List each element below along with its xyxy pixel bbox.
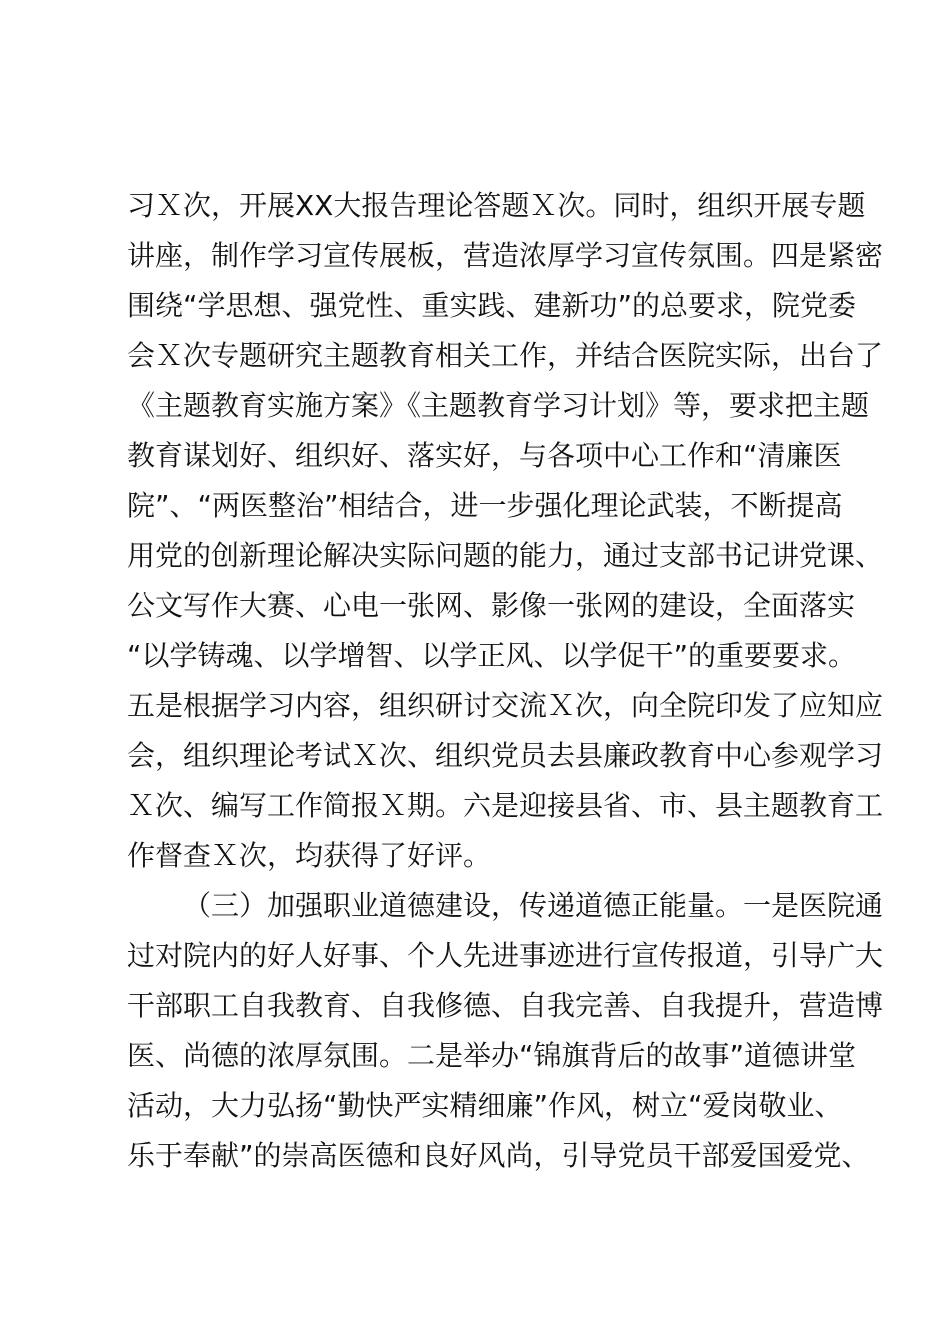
paragraph-line: 用党的创新理论解决实际问题的能力，通过支部书记讲党课、 — [127, 539, 884, 572]
paragraph-line: 活动，大力弘扬“勤快严实精细廉”作风，树立“爱岗敬业、 — [127, 1089, 843, 1122]
paragraph-line: 讲座，制作学习宣传展板，营造浓厚学习宣传氛围。四是紧密 — [127, 239, 884, 272]
paragraph-line: 医、尚德的浓厚氛围。二是举办“锦旗背后的故事”道德讲堂 — [127, 1039, 857, 1072]
paragraph-line: 作督查Ｘ次，均获得了好评。 — [127, 839, 492, 872]
paragraph-line: 院”、“两医整治”相结合，进一步强化理论武装，不断提高 — [127, 489, 843, 522]
paragraph-line: 习Ｘ次，开展XX大报告理论答题Ｘ次。同时，组织开展专题 — [127, 189, 866, 222]
section-heading-line: （三）加强职业道德建设，传递道德正能量。一是医院通 — [183, 889, 884, 922]
paragraph-line: 干部职工自我教育、自我修德、自我完善、自我提升，营造博 — [127, 989, 884, 1022]
paragraph-line: 五是根据学习内容，组织研讨交流Ｘ次，向全院印发了应知应 — [127, 689, 884, 722]
paragraph-line: 会，组织理论考试Ｘ次、组织党员去县廉政教育中心参观学习 — [127, 739, 884, 772]
paragraph-line: Ｘ次、编写工作简报Ｘ期。六是迎接县省、市、县主题教育工 — [127, 789, 884, 822]
paragraph-line: 乐于奉献”的崇高医德和良好风尚，引导党员干部爱国爱党、 — [127, 1139, 870, 1172]
paragraph-line: 围绕“学思想、强党性、重实践、建新功”的总要求，院党委 — [127, 289, 857, 322]
paragraph-line: 《主题教育实施方案》《主题教育学习计划》等，要求把主题 — [127, 389, 870, 422]
paragraph-line: “以学铸魂、以学增智、以学正风、以学促干”的重要要求。 — [127, 639, 857, 672]
paragraph-line: 教育谋划好、组织好、落实好，与各项中心工作和“清廉医 — [127, 439, 842, 472]
paragraph-line: 过对院内的好人好事、个人先进事迹进行宣传报道，引导广大 — [127, 939, 884, 972]
paragraph-line: 公文写作大赛、心电一张网、影像一张网的建设，全面落实 — [127, 589, 856, 622]
paragraph-line: 会Ｘ次专题研究主题教育相关工作，并结合医院实际，出台了 — [127, 339, 884, 372]
